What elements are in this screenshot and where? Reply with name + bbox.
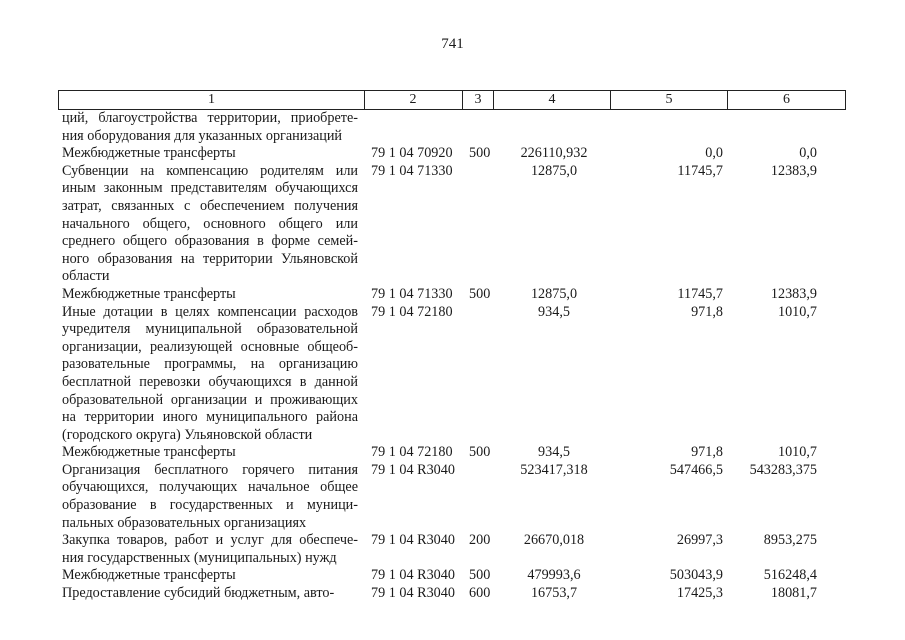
row-code: 79 1 04 72180 <box>371 444 453 461</box>
row-code: 79 1 04 71330 <box>371 285 453 302</box>
row-value-col5: 547466,5 <box>669 461 723 478</box>
row-value-col4: 12875,0 <box>530 162 578 179</box>
row-value-col5: 503043,9 <box>669 567 723 584</box>
description-line: ного образования на территории Ульяновской <box>62 250 358 267</box>
table-row <box>0 110 905 145</box>
table-row <box>0 585 905 603</box>
row-value-col6: 12383,9 <box>770 285 817 302</box>
description-line: Субвенции на компенсацию родителям или <box>62 162 358 179</box>
description-line: ния оборудования для указанных организаций <box>62 127 343 144</box>
row-value-col6: 0,0 <box>799 145 817 162</box>
description-line: Межбюджетные трансферты <box>62 567 236 584</box>
description-line: затрат, связанных с обеспечением получения <box>62 197 358 214</box>
row-value-col4: 479993,6 <box>527 567 581 584</box>
table-row <box>0 532 905 567</box>
table-body <box>0 110 905 603</box>
row-code: 79 1 04 72180 <box>371 303 453 320</box>
row-value-col4: 12875,0 <box>530 285 578 302</box>
description-line: Организация бесплатного горячего питания <box>62 461 358 478</box>
row-expense-type: 600 <box>469 585 491 602</box>
description-line: Иные дотации в целях компенсации расходов <box>62 303 358 320</box>
table-row <box>0 462 905 532</box>
table-row <box>0 145 905 163</box>
row-value-col5: 11745,7 <box>677 162 723 179</box>
description-line: образование в государственных и муници- <box>62 497 358 514</box>
description-line: Закупка товаров, работ и услуг для обеспече- <box>62 532 358 549</box>
header-col-4: 4 <box>548 92 556 107</box>
row-value-col5: 971,8 <box>691 444 723 461</box>
row-value-col5: 971,8 <box>691 303 723 320</box>
header-col-5: 5 <box>665 92 673 107</box>
description-line: начального общего, основного общего или <box>62 215 358 232</box>
row-description <box>62 444 358 462</box>
description-line: обучающихся, получающих начальное общее <box>62 479 358 496</box>
row-value-col4: 16753,7 <box>530 585 578 602</box>
row-expense-type: 200 <box>469 532 491 549</box>
description-line: на территории иного муниципального района <box>62 409 358 426</box>
row-description <box>62 145 358 163</box>
header-col-3: 3 <box>474 92 482 107</box>
description-line: образовательной организации и проживающих <box>62 391 358 408</box>
description-line: ния государственных (муниципальных) нужд <box>62 549 337 566</box>
description-line: пальных образовательных организациях <box>62 514 307 531</box>
row-value-col5: 11745,7 <box>677 285 723 302</box>
description-line: Межбюджетные трансферты <box>62 444 236 461</box>
row-expense-type: 500 <box>469 145 491 162</box>
row-value-col5: 26997,3 <box>676 532 723 549</box>
row-value-col4: 523417,318 <box>520 461 588 478</box>
row-code: 79 1 04 R3040 <box>371 585 455 602</box>
row-code: 79 1 04 R3040 <box>371 567 455 584</box>
row-code: 79 1 04 R3040 <box>371 532 455 549</box>
table-row <box>0 304 905 445</box>
table-row <box>0 444 905 462</box>
page-number: 741 <box>441 36 464 52</box>
row-expense-type: 500 <box>469 285 491 302</box>
description-line: Межбюджетные трансферты <box>62 285 236 302</box>
row-description <box>62 462 358 532</box>
table-row <box>0 163 905 286</box>
table-header <box>58 90 846 110</box>
row-description <box>62 286 358 304</box>
row-value-col6: 8953,275 <box>763 532 817 549</box>
description-line: ций, благоустройства территории, приобрете- <box>62 110 358 126</box>
description-line: бесплатной перевозки обучающихся в данной <box>62 373 358 390</box>
table-row <box>0 567 905 585</box>
description-line: иным законным представителям обучающихся <box>62 180 358 197</box>
header-col-6: 6 <box>783 92 790 107</box>
row-code: 79 1 04 70920 <box>371 145 453 162</box>
header-col-2: 2 <box>409 92 417 107</box>
header-col-1: 1 <box>208 92 215 107</box>
description-line: Предоставление субсидий бюджетным, авто- <box>62 585 335 602</box>
table-row <box>0 286 905 304</box>
description-line: (городского округа) Ульяновской области <box>62 426 313 443</box>
row-code: 79 1 04 71330 <box>371 162 453 179</box>
row-description <box>62 163 358 286</box>
row-value-col6: 12383,9 <box>770 162 817 179</box>
description-line: Межбюджетные трансферты <box>62 145 236 162</box>
row-value-col6: 543283,375 <box>749 461 817 478</box>
row-value-col6: 1010,7 <box>777 303 817 320</box>
row-value-col6: 18081,7 <box>770 585 817 602</box>
description-line: области <box>62 268 110 285</box>
row-description <box>62 532 358 567</box>
row-value-col5: 17425,3 <box>676 585 723 602</box>
row-code: 79 1 04 R3040 <box>371 461 455 478</box>
row-description <box>62 585 358 603</box>
row-description <box>62 567 358 585</box>
row-value-col5: 0,0 <box>705 145 723 162</box>
row-value-col4: 934,5 <box>538 444 570 461</box>
row-value-col4: 934,5 <box>538 303 570 320</box>
row-value-col4: 226110,932 <box>520 145 588 162</box>
description-line: организации, реализующей основные общеоб- <box>62 338 358 355</box>
description-line: разовательные программы, на организацию <box>62 356 358 373</box>
row-value-col6: 516248,4 <box>763 567 817 584</box>
row-value-col6: 1010,7 <box>777 444 817 461</box>
description-line: среднего общего образования в форме семей- <box>62 233 358 250</box>
row-expense-type: 500 <box>469 444 491 461</box>
description-line: учредителя муниципальной образовательной <box>62 321 358 338</box>
row-expense-type: 500 <box>469 567 491 584</box>
row-value-col4: 26670,018 <box>523 532 585 549</box>
row-description <box>62 304 358 445</box>
row-description <box>62 110 358 145</box>
